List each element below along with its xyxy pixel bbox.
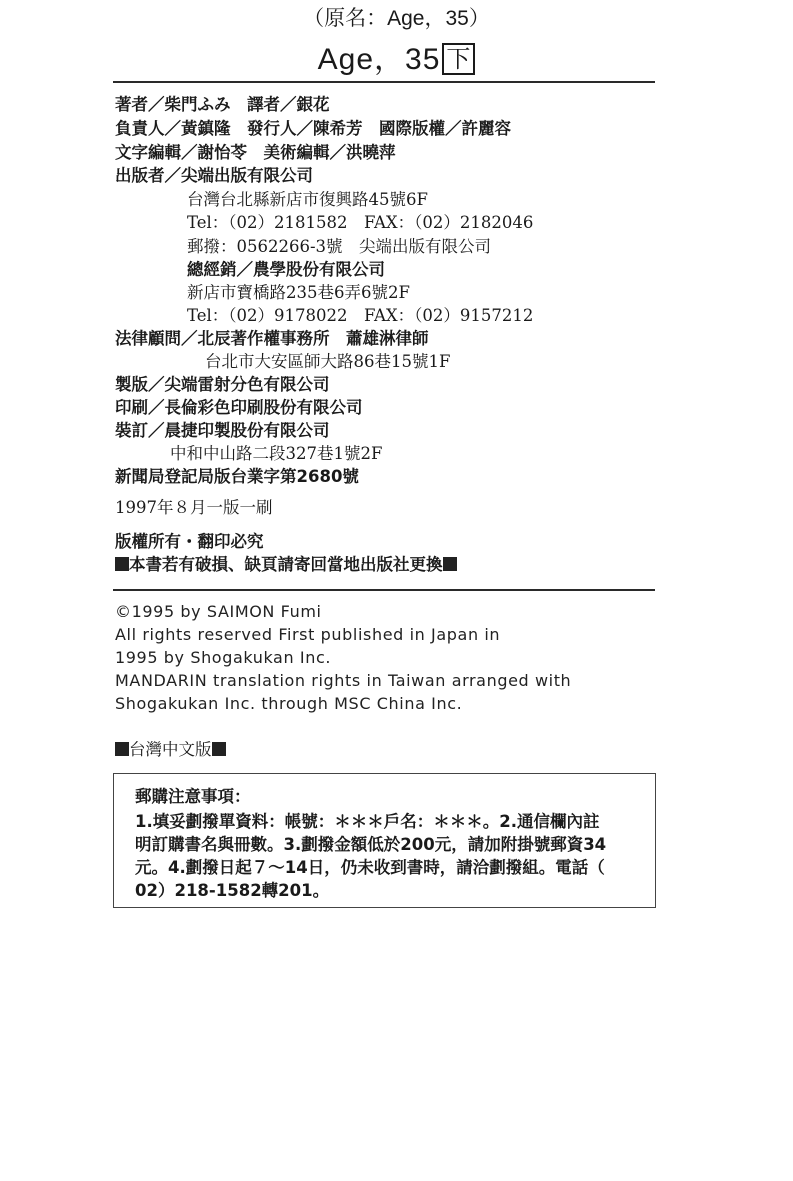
credit-line: 新聞局登記局版台業字第2680號 <box>115 467 359 486</box>
credit-line: 台灣台北縣新店市復興路45號6F <box>187 190 428 209</box>
mail-order-line: 1.填妥劃撥單資料：帳號：＊＊＊戶名：＊＊＊。2.通信欄內註 <box>135 812 600 831</box>
credit-line: 新店市寶橋路235巷6弄6號2F <box>187 283 410 302</box>
copyright-line: 1995 by Shogakukan Inc. <box>115 648 332 667</box>
book-title <box>0 34 793 78</box>
mail-order-line: 明訂購書名與冊數。3.劃撥金額低於200元，請加附掛號郵資34 <box>135 835 607 854</box>
credit-line: 出版者／尖端出版有限公司 <box>115 166 313 185</box>
credit-line: Tel：（02）9178022 FAX：（02）9157212 <box>187 306 534 325</box>
mail-order-line: 元。4.劃撥日起７～14日，仍未收到書時，請洽劃撥組。電話（ <box>135 858 605 877</box>
divider-top <box>113 81 655 83</box>
mail-order-line: 02）218-1582轉201。 <box>135 881 330 900</box>
copyright-line: Shogakukan Inc. through MSC China Inc. <box>115 694 463 713</box>
mail-order-box <box>113 773 656 908</box>
credit-line: 台北市大安區師大路86巷15號1F <box>205 352 451 371</box>
copyright-line: MANDARIN translation rights in Taiwan arranged with <box>115 671 572 690</box>
square-bullet-icon <box>443 557 457 571</box>
edition-date: 1997年８月一版一刷 <box>115 498 273 517</box>
copyright-line: All rights reserved First published in Japan in <box>115 625 501 644</box>
edition-label-text: 台灣中文版 <box>129 740 212 759</box>
square-bullet-icon <box>115 557 129 571</box>
square-bullet-icon <box>212 742 226 756</box>
credit-line: Tel：（02）2181582 FAX：（02）2182046 <box>187 213 534 232</box>
rights-reserved: 版權所有・翻印必究 <box>115 532 264 551</box>
credit-line: 總經銷／農學股份有限公司 <box>187 260 385 279</box>
copyright-line: ©1995 by SAIMON Fumi <box>115 602 322 621</box>
original-title: （原名：Age，35） <box>303 7 490 30</box>
book-title-text: Age，35 <box>317 43 441 76</box>
volume-badge: 下 <box>442 43 475 75</box>
credit-line: 印刷／長倫彩色印刷股份有限公司 <box>115 398 363 417</box>
credit-line: 製版／尖端雷射分色有限公司 <box>115 375 330 394</box>
divider-middle <box>113 589 655 591</box>
credit-line: 郵撥：0562266-3號 尖端出版有限公司 <box>187 237 492 256</box>
mail-order-title: 郵購注意事項： <box>135 787 251 806</box>
credit-line: 法律顧問／北辰著作權事務所 蕭雄淋律師 <box>115 329 429 348</box>
copyright-english <box>115 600 571 715</box>
edition-label <box>115 739 226 760</box>
credit-line: 裝訂／晨捷印製股份有限公司 <box>115 421 330 440</box>
credit-line: 著者／柴門ふみ 譯者／銀花 <box>115 95 330 114</box>
credit-line: 文字編輯／謝怡苓 美術編輯／洪曉萍 <box>115 143 396 162</box>
square-bullet-icon <box>115 742 129 756</box>
credit-line: 負責人／黃鎮隆 發行人／陳希芳 國際版權／許麗容 <box>115 119 511 138</box>
damaged-notice <box>115 554 457 575</box>
damaged-notice-text: 本書若有破損、缺頁請寄回當地出版社更換 <box>129 555 443 574</box>
credit-line: 中和中山路二段327巷1號2F <box>170 444 383 463</box>
